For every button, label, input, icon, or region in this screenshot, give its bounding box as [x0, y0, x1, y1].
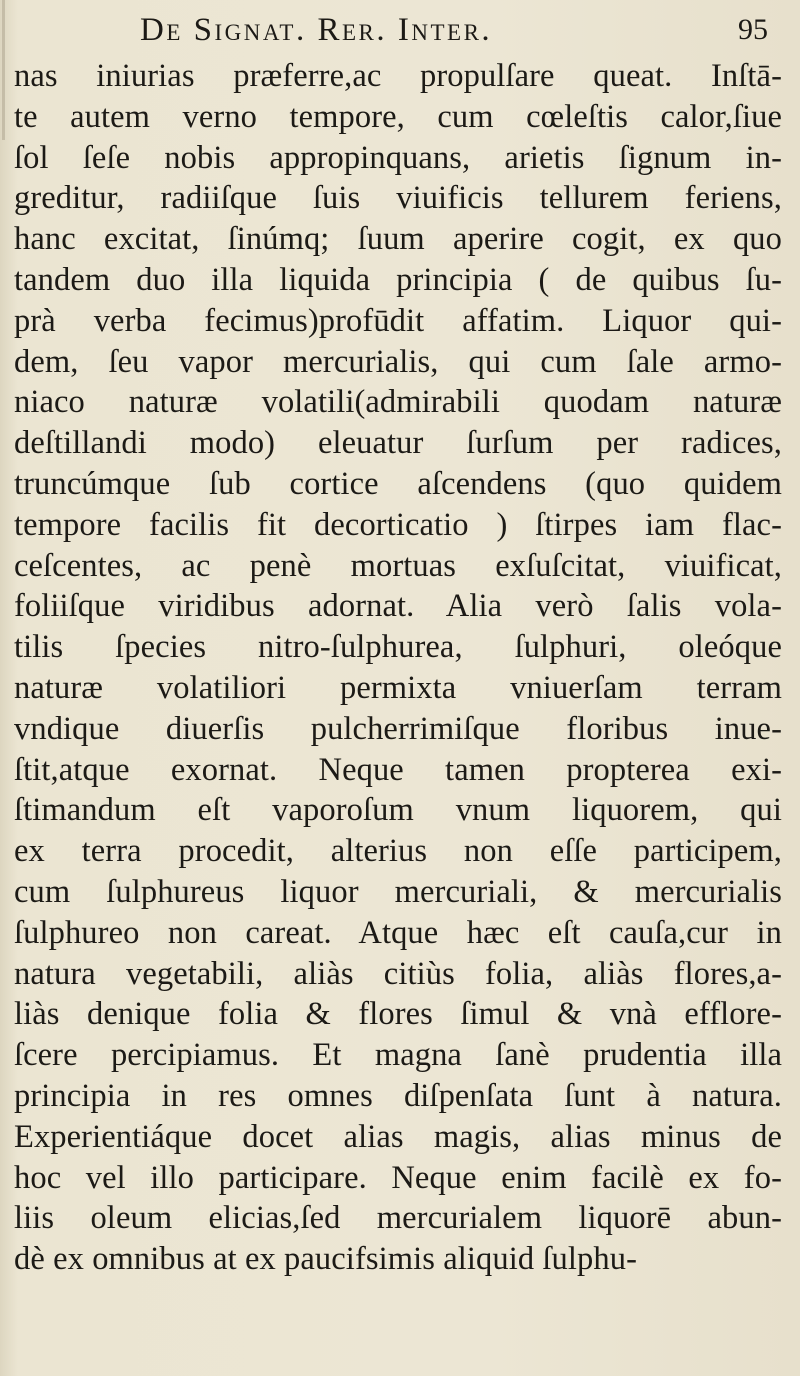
text-line: niaco naturæ volatili(admirabili quodam naturæ [14, 384, 782, 421]
text-line: principia in res omnes diſpenſata ſunt à natura. [14, 1077, 782, 1114]
text-line: ſulphureo non careat. Atque hæc eſt cauſa,cur in [14, 914, 782, 951]
text-line: nas iniurias præferre,ac propulſare queat. Inſtā- [14, 58, 782, 94]
text-line: Experientiáque docet alias magis, alias minus de [14, 1118, 782, 1155]
text-line: tempore facilis fit decorticatio ) ſtirpes iam flac- [14, 506, 782, 543]
text-line: deſtillandi modo) eleuatur ſurſum per radices, [14, 425, 782, 462]
text-line: vndique diuerſis pulcherrimiſque floribus inue- [14, 710, 782, 747]
text-line: ex terra procedit, alterius non eſſe participem, [14, 833, 782, 870]
text-line: naturæ volatiliori permixta vniuerſam terram [14, 669, 782, 706]
text-line: dem, ſeu vapor mercurialis, qui cum ſale armo- [14, 343, 782, 380]
text-line: liàs denique folia & flores ſimul & vnà efflore- [14, 996, 782, 1033]
text-line: truncúmque ſub cortice aſcendens (quo quidem [14, 465, 782, 502]
body-text [14, 56, 782, 1280]
text-line: greditur, radiiſque ſuis viuificis tellurem feriens, [14, 180, 782, 217]
text-line: liis oleum elicias,ſed mercurialem liquorē abun- [14, 1200, 782, 1237]
text-line: te autem verno tempore, cum cœleſtis calor,ſiue [14, 98, 782, 135]
page-header [140, 10, 770, 50]
text-line: tilis ſpecies nitro-ſulphurea, ſulphuri, oleóque [14, 629, 782, 666]
text-line: foliiſque viridibus adornat. Alia verò ſalis vola- [14, 588, 782, 625]
text-line: dè ex omnibus at ex paucifsimis aliquid ſulphu- [14, 1241, 637, 1278]
text-line: ſcere percipiamus. Et magna ſanè prudentia illa [14, 1037, 782, 1074]
gutter-shadow [2, 0, 5, 140]
text-line: tandem duo illa liquida principia ( de quibus ſu- [14, 261, 782, 298]
page-number: 95 [738, 13, 768, 46]
text-line: prà verba fecimus)profūdit affatim. Liquor qui- [14, 302, 782, 339]
text-line: natura vegetabili, aliàs citiùs folia, aliàs flores,a- [14, 955, 782, 992]
text-line: ſtimandum eſt vaporoſum vnum liquorem, qui [14, 792, 782, 829]
text-line: ceſcentes, ac penè mortuas exſuſcitat, viuificat, [14, 547, 782, 584]
text-line: ſtit,atque exornat. Neque tamen propterea exi- [14, 751, 782, 788]
text-line: cum ſulphureus liquor mercuriali, & mercurialis [14, 873, 782, 910]
text-line: hoc vel illo participare. Neque enim facilè ex fo- [14, 1159, 782, 1196]
text-line: hanc excitat, ſinúmq; ſuum aperire cogit, ex quo [14, 221, 782, 258]
text-line: ſol ſeſe nobis appropinquans, arietis ſignum in- [14, 139, 782, 176]
running-head: De Signat. Rer. Inter. [140, 11, 493, 48]
